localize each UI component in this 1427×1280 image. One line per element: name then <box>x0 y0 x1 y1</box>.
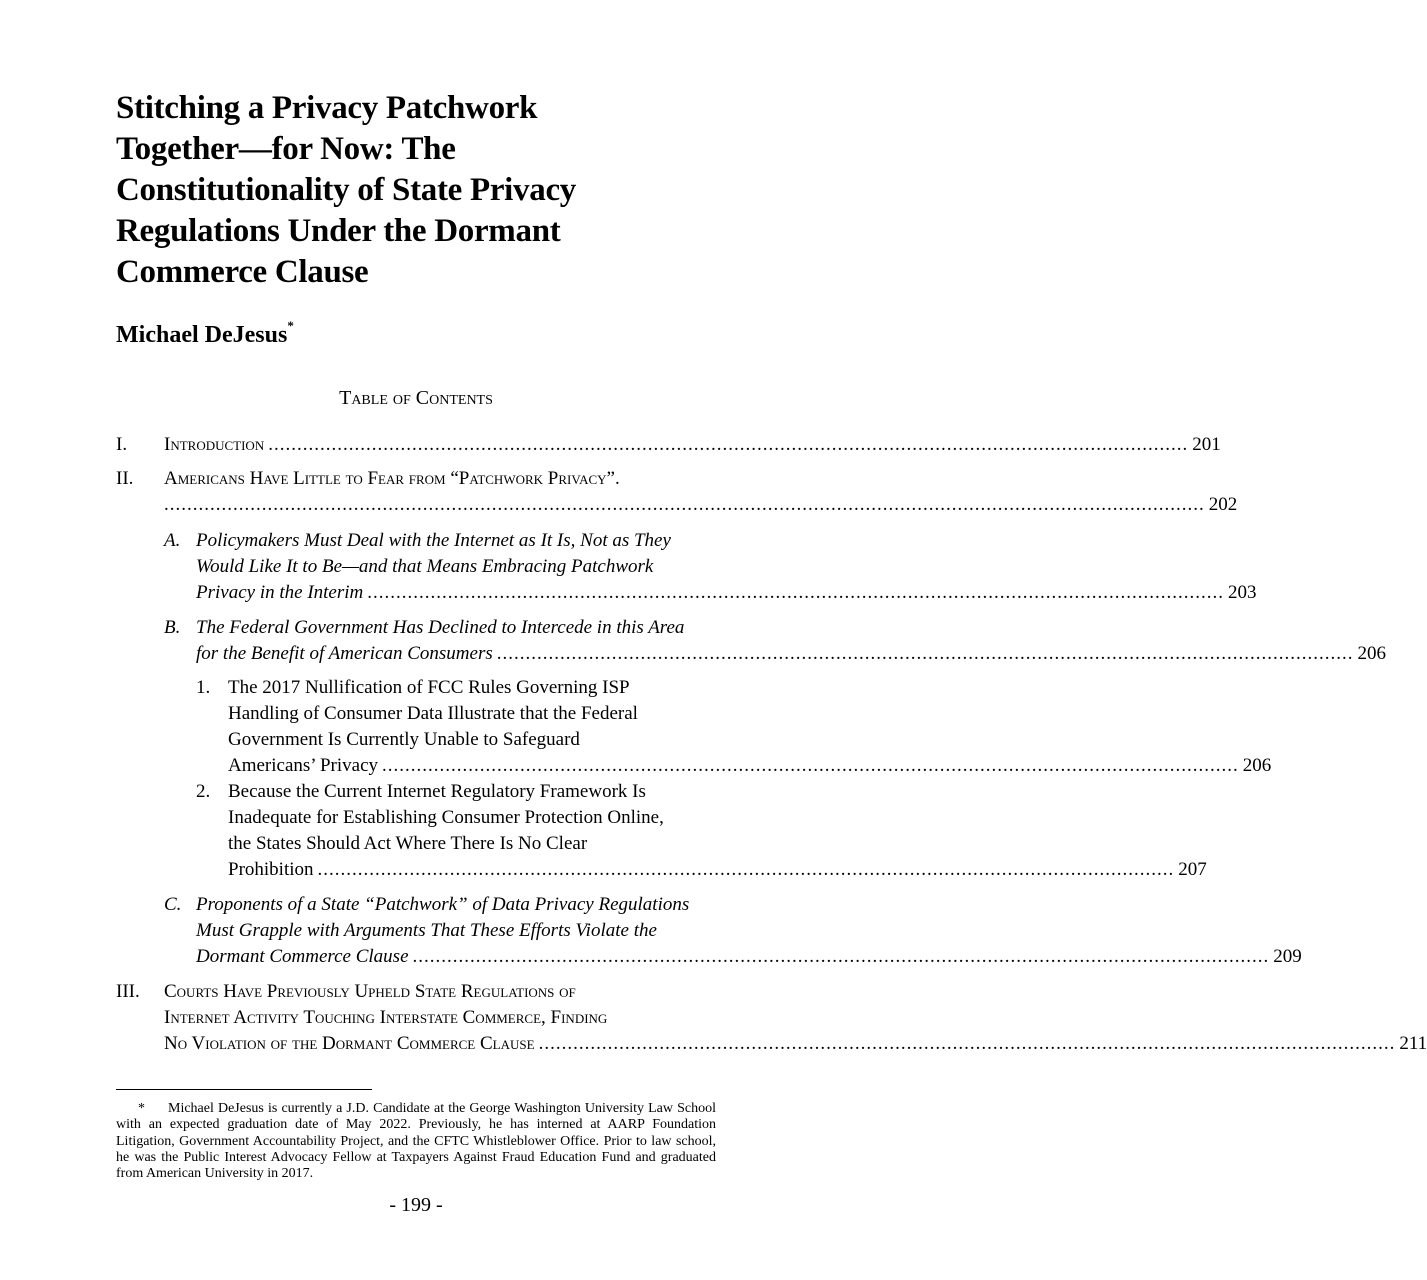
toc-entry-text: Dormant Commerce Clause <box>196 946 409 967</box>
footnote <box>116 1101 716 1182</box>
article-title <box>116 88 736 293</box>
toc-entry-federal-government[interactable] <box>196 641 1387 667</box>
toc-letter: C. <box>164 894 182 915</box>
toc-entry-policymakers[interactable] <box>196 580 1257 606</box>
toc-page-number: 201 <box>1192 434 1221 455</box>
toc-entry-proponents[interactable] <box>196 944 1302 970</box>
toc-entry-text[interactable]: Policymakers Must Deal with the Internet as It Is, Not as They <box>196 530 671 551</box>
toc-entry-text[interactable]: Inadequate for Establishing Consumer Protection Online, <box>228 807 664 828</box>
toc-entry-text[interactable]: Must Grapple with Arguments That These Efforts Violate the <box>196 920 657 941</box>
title-line: Stitching a Privacy Patchwork <box>116 90 538 126</box>
footnote-marker: * <box>138 1101 145 1116</box>
toc-number: I. <box>116 434 128 455</box>
author-name: Michael DeJesus <box>116 322 288 348</box>
toc-page-number: 206 <box>1242 755 1272 776</box>
toc-leader-dots: ................................................................................................................................................................ <box>268 434 1189 455</box>
toc-entry-introduction[interactable] <box>164 432 1221 458</box>
toc-page-number: 209 <box>1273 946 1302 967</box>
toc-entry-text[interactable]: Internet Activity Touching Interstate Commerce, Finding <box>164 1007 608 1028</box>
toc-entry-text: No Violation of the Dormant Commerce Clause <box>164 1033 535 1054</box>
toc-number: III. <box>116 981 140 1002</box>
toc-letter: B. <box>164 617 181 638</box>
toc-page-number: 202 <box>1208 494 1238 515</box>
toc-heading: Table of Contents <box>339 387 493 409</box>
toc-subnumber: 2. <box>196 781 211 802</box>
title-line: Constitutionality of State Privacy <box>116 172 577 208</box>
footnote-text: Michael DeJesus is currently a J.D. Candidate at the George Washington University Law School with an expected graduation date of May 2022. Previously, he has interned at AARP Foundation Litigation, Government Accountability Project, and the CFTC Whistleblower Office. Prior to law school, he was the Public Interest Advocacy Fellow at Taxpayers Against Fraud Education Fund and graduated from American University in 2017. <box>116 1101 716 1182</box>
toc-leader-dots: ..................................................................................................................................................... <box>496 643 1354 664</box>
toc-entry-americans-leader[interactable] <box>164 492 1238 518</box>
toc-entry-text[interactable]: The 2017 Nullification of FCC Rules Governing ISP <box>228 677 630 698</box>
toc-entry-text: Introduction <box>164 434 265 455</box>
toc-leader-dots: ..................................................................................................................................................... <box>538 1033 1396 1054</box>
toc-page-number: 203 <box>1228 582 1257 603</box>
toc-entry-fcc-nullification[interactable] <box>228 753 1272 779</box>
toc-entry-text[interactable]: the States Should Act Where There Is No Clear <box>228 833 588 854</box>
author-footnote-marker[interactable]: * <box>287 318 294 333</box>
toc-entry-text[interactable]: Handling of Consumer Data Illustrate that the Federal <box>228 703 638 724</box>
title-line: Regulations Under the Dormant <box>116 213 561 249</box>
author-byline <box>116 318 294 349</box>
toc-entry-text[interactable]: Because the Current Internet Regulatory Framework Is <box>228 781 646 802</box>
toc-page-number: 207 <box>1178 859 1207 880</box>
page-number: - 199 - <box>389 1194 443 1216</box>
title-line: Together—for Now: The <box>116 131 456 167</box>
toc-entry-text[interactable]: Would Like It to Be—and that Means Embracing Patchwork <box>196 556 654 577</box>
toc-leader-dots: ..................................................................................................................................................................................... <box>164 494 1205 515</box>
footnote-separator <box>116 1089 372 1090</box>
toc-entry-text: for the Benefit of American Consumers <box>196 643 493 664</box>
toc-entry-text: Prohibition <box>228 859 314 880</box>
toc-letter: A. <box>164 530 181 551</box>
toc-leader-dots: ..................................................................................................................................................... <box>412 946 1270 967</box>
toc-entry-text: Americans’ Privacy <box>228 755 379 776</box>
toc-entry-text[interactable]: The Federal Government Has Declined to Intercede in this Area <box>196 617 685 638</box>
toc-entry-text[interactable]: Courts Have Previously Upheld State Regulations of <box>164 981 576 1002</box>
toc-page-number: 211 <box>1399 1033 1427 1054</box>
toc-leader-dots: ..................................................................................................................................................... <box>317 859 1175 880</box>
toc-leader-dots: ..................................................................................................................................................... <box>367 582 1225 603</box>
toc-entry-regulatory-framework[interactable] <box>228 857 1207 883</box>
toc-subnumber: 1. <box>196 677 211 698</box>
title-line: Commerce Clause <box>116 254 369 290</box>
toc-entry-text[interactable]: Proponents of a State “Patchwork” of Data Privacy Regulations <box>196 894 690 915</box>
toc-leader-dots: ..................................................................................................................................................... <box>382 755 1239 776</box>
toc-entry-text[interactable]: Americans Have Little to Fear from “Patchwork Privacy”. <box>164 468 620 489</box>
toc-number: II. <box>116 468 134 489</box>
toc-page-number: 206 <box>1357 643 1387 664</box>
toc-entry-text: Privacy in the Interim <box>196 582 364 603</box>
toc-entry-text[interactable]: Government Is Currently Unable to Safeguard <box>228 729 580 750</box>
toc-entry-courts-upheld[interactable] <box>164 1031 1427 1057</box>
